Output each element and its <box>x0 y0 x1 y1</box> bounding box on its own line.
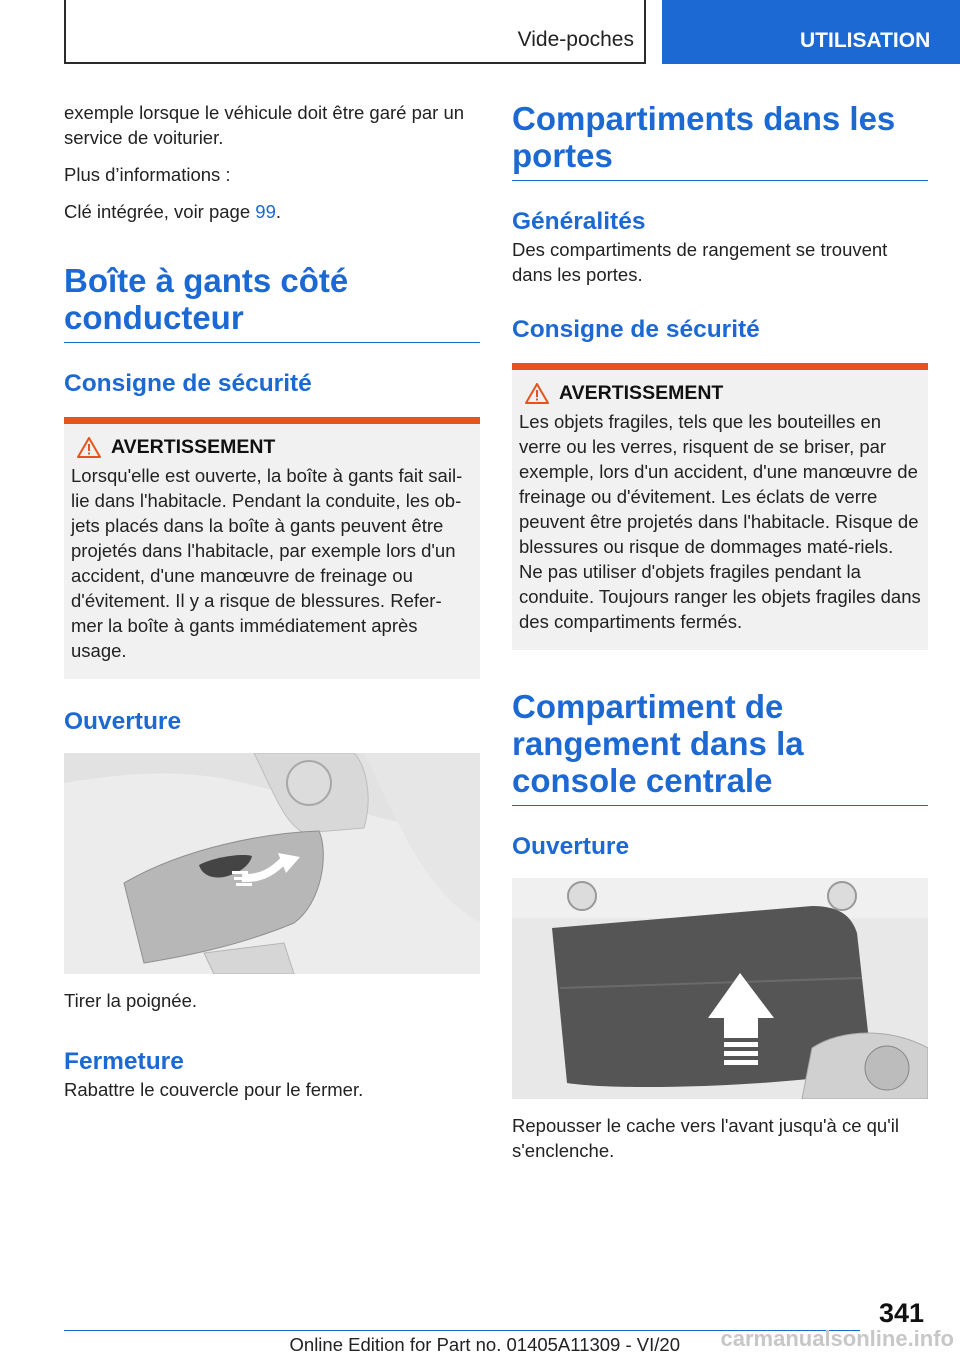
page-number: 341 <box>878 1298 924 1328</box>
warning-triangle-icon <box>525 383 549 404</box>
footer-edition: Online Edition for Part no. 01405A11309 - VI/20 <box>289 1334 680 1355</box>
warning-title-doors: AVERTISSEMENT <box>559 382 724 404</box>
watermark: carmanualsonline.info <box>720 1326 954 1351</box>
warning-title-row-doors <box>525 382 921 405</box>
header-section-box <box>64 0 646 64</box>
page-reference <box>64 199 480 224</box>
caption-pull-handle: Tirer la poignée. <box>64 990 197 1011</box>
warning-triangle-icon <box>77 437 101 458</box>
section-title-center-console: Compartiment de rangement dans la console centrale <box>512 688 928 806</box>
page-reference-suffix: . <box>275 201 281 222</box>
right-column <box>512 100 928 1173</box>
heading-safety-note: Consigne de sécurité <box>64 370 312 397</box>
warning-title-row <box>77 436 473 459</box>
warning-title: AVERTISSEMENT <box>111 436 276 458</box>
left-column <box>64 100 480 1112</box>
heading-general: Généralités <box>512 208 646 235</box>
header-chapter-tab <box>662 0 960 64</box>
heading-closing: Fermeture <box>64 1048 184 1075</box>
header-section-title: Vide-poches <box>517 28 634 51</box>
header-chapter-title: UTILISATION <box>800 29 931 52</box>
intro-paragraph: exemple lorsque le véhicule doit être garé par un service de voiturier. <box>64 102 465 148</box>
warning-text-doors: Les objets fragiles, tels que les bouteilles en verre ou les verres, risquent de se briser, par exemple, lors d'un accident, d'une manœuvre de freinage ou d'évitement. Les éclats de verre peuvent être projetés dans l'habitacle. Risque de blessures ou risque de dommages maté-riels. Ne pas utiliser d'objets fragiles pendant la conduite. Toujours ranger les objets fragiles dans des compartiments fermés. <box>519 411 921 632</box>
general-text: Des compartiments de rangement se trouvent dans les portes. <box>512 239 888 285</box>
section-title-glovebox: Boîte à gants côté conducteur <box>64 262 480 343</box>
glovebox-handle-illustration <box>64 753 480 974</box>
closing-text: Rabattre le couvercle pour le fermer. <box>64 1079 364 1100</box>
caption-push-cover: Repousser le cache vers l'avant jusqu'à ce qu'il s'enclenche. <box>512 1115 899 1161</box>
heading-opening-console: Ouverture <box>512 833 630 860</box>
warning-box-glovebox <box>64 417 480 679</box>
center-console-illustration <box>512 878 928 1099</box>
more-info-label: Plus d’informations : <box>64 164 231 185</box>
heading-opening: Ouverture <box>64 708 182 735</box>
heading-safety-note-doors: Consigne de sécurité <box>512 316 760 343</box>
warning-box-doors <box>512 363 928 650</box>
page-link-99[interactable]: 99 <box>255 201 276 222</box>
warning-text: Lorsqu'elle est ouverte, la boîte à gants fait sail-lie dans l'habitacle. Pendant la conduite, les ob-jets placés dans la boîte à gants peuvent être projetés dans l'habitacle, par exemple lors d'un accident, d'une manœuvre de freinage ou d'évitement. Il y a risque de blessures. Refer-mer la boîte à gants immédiatement après usage. <box>71 465 463 661</box>
page-reference-text: Clé intégrée, voir page <box>64 201 256 222</box>
section-title-door-compartments: Compartiments dans les portes <box>512 100 928 181</box>
